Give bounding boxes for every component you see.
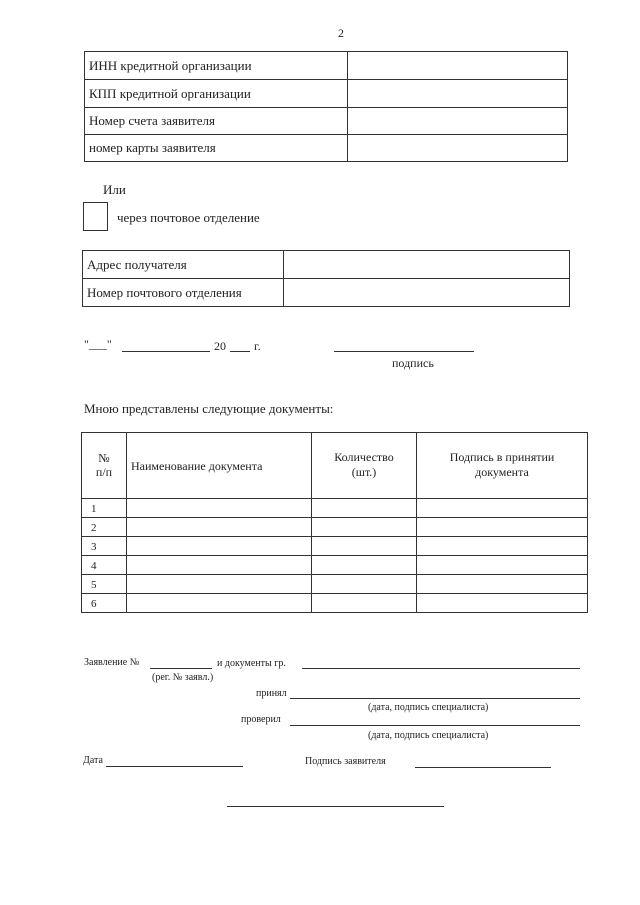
kpp-value-cell[interactable] (348, 80, 568, 108)
row-num (82, 594, 127, 613)
row-num (82, 575, 127, 594)
row-num (82, 556, 127, 575)
recipient-address-cell[interactable] (284, 251, 570, 279)
applicant-signature-line[interactable] (415, 767, 551, 768)
bank-label-cell (85, 135, 348, 162)
receipt-date-line[interactable] (106, 766, 243, 767)
row-name-cell[interactable] (127, 499, 312, 518)
bank-details-table (84, 51, 568, 162)
date-label: Дата (83, 755, 103, 766)
registration-note: (рег. № заявл.) (152, 672, 214, 683)
bank-label-cell (85, 80, 348, 108)
table-row (82, 575, 588, 594)
row-name-cell[interactable] (127, 518, 312, 537)
recipient-address-label: Адрес получателя (87, 256, 187, 272)
row-sign-cell[interactable] (417, 594, 588, 613)
kpp-label: КПП кредитной организации (89, 85, 251, 101)
row-num (82, 518, 127, 537)
bottom-divider (227, 806, 444, 807)
postal-table (82, 250, 570, 307)
signature-caption: подпись (392, 356, 434, 370)
header-name (127, 433, 312, 499)
row-sign-cell[interactable] (417, 499, 588, 518)
table-row (82, 556, 588, 575)
table-row (82, 594, 588, 613)
postal-label-cell (83, 279, 284, 307)
header-qty (312, 433, 417, 499)
row-sign-cell[interactable] (417, 537, 588, 556)
date-year-prefix: 20 (214, 339, 226, 353)
row-name-cell[interactable] (127, 594, 312, 613)
inn-label: ИНН кредитной организации (89, 57, 252, 73)
post-office-checkbox[interactable] (83, 202, 108, 231)
header-sign (417, 433, 588, 499)
table-row (83, 279, 570, 307)
row-name-cell[interactable] (127, 537, 312, 556)
row-name-cell[interactable] (127, 575, 312, 594)
inn-value-cell[interactable] (348, 52, 568, 80)
statement-number-line[interactable] (150, 668, 212, 669)
table-row (82, 537, 588, 556)
row-num-label: 1 (91, 503, 97, 515)
row-num-label: 6 (91, 598, 97, 610)
post-office-label: через почтовое отделение (117, 210, 260, 225)
row-qty-cell[interactable] (312, 518, 417, 537)
row-name-cell[interactable] (127, 556, 312, 575)
post-office-number-cell[interactable] (284, 279, 570, 307)
header-sign-label: Подпись в принятии документа (449, 450, 555, 479)
signature-line[interactable] (334, 351, 474, 352)
documents-heading: Мною представлены следующие документы: (84, 401, 334, 416)
or-text: Или (103, 182, 126, 197)
citizen-name-line[interactable] (302, 668, 580, 669)
row-num-label: 2 (91, 522, 97, 534)
bank-label-cell (85, 108, 348, 135)
row-num-label: 3 (91, 541, 97, 553)
checked-label: проверил (241, 714, 281, 725)
header-num-label: № п/п (95, 450, 113, 479)
statement-prefix: Заявление № (84, 657, 140, 668)
table-row (83, 251, 570, 279)
header-qty-label: Количество (шт.) (334, 450, 394, 479)
table-row (85, 135, 568, 162)
account-value-cell[interactable] (348, 108, 568, 135)
documents-table (81, 432, 588, 613)
table-row (85, 52, 568, 80)
card-value-cell[interactable] (348, 135, 568, 162)
row-sign-cell[interactable] (417, 556, 588, 575)
row-num (82, 537, 127, 556)
date-year-line[interactable] (230, 351, 250, 352)
accepted-line[interactable] (290, 698, 580, 699)
row-num-label: 4 (91, 560, 97, 572)
date-day-field[interactable]: "___" (84, 337, 112, 351)
row-qty-cell[interactable] (312, 537, 417, 556)
page-number: 2 (338, 26, 344, 40)
table-header-row (82, 433, 588, 499)
bank-label-cell (85, 52, 348, 80)
header-num (82, 433, 127, 499)
accepted-label: принял (256, 688, 287, 699)
header-name-label: Наименование документа (131, 458, 263, 473)
table-row (85, 108, 568, 135)
checked-caption: (дата, подпись специалиста) (368, 730, 489, 741)
row-num (82, 499, 127, 518)
row-num-label: 5 (91, 579, 97, 591)
card-label: номер карты заявителя (89, 140, 216, 155)
accepted-caption: (дата, подпись специалиста) (368, 702, 489, 713)
row-qty-cell[interactable] (312, 594, 417, 613)
row-sign-cell[interactable] (417, 518, 588, 537)
date-year-suffix: г. (254, 339, 261, 353)
date-month-line[interactable] (122, 351, 210, 352)
table-row (85, 80, 568, 108)
postal-label-cell (83, 251, 284, 279)
account-label: Номер счета заявителя (89, 113, 215, 128)
table-row (82, 518, 588, 537)
post-office-number-label: Номер почтового отделения (87, 284, 242, 300)
row-qty-cell[interactable] (312, 499, 417, 518)
row-qty-cell[interactable] (312, 575, 417, 594)
applicant-signature-label: Подпись заявителя (305, 756, 386, 767)
row-sign-cell[interactable] (417, 575, 588, 594)
documents-citizen-text: и документы гр. (217, 658, 286, 669)
row-qty-cell[interactable] (312, 556, 417, 575)
checked-line[interactable] (290, 725, 580, 726)
table-row (82, 499, 588, 518)
